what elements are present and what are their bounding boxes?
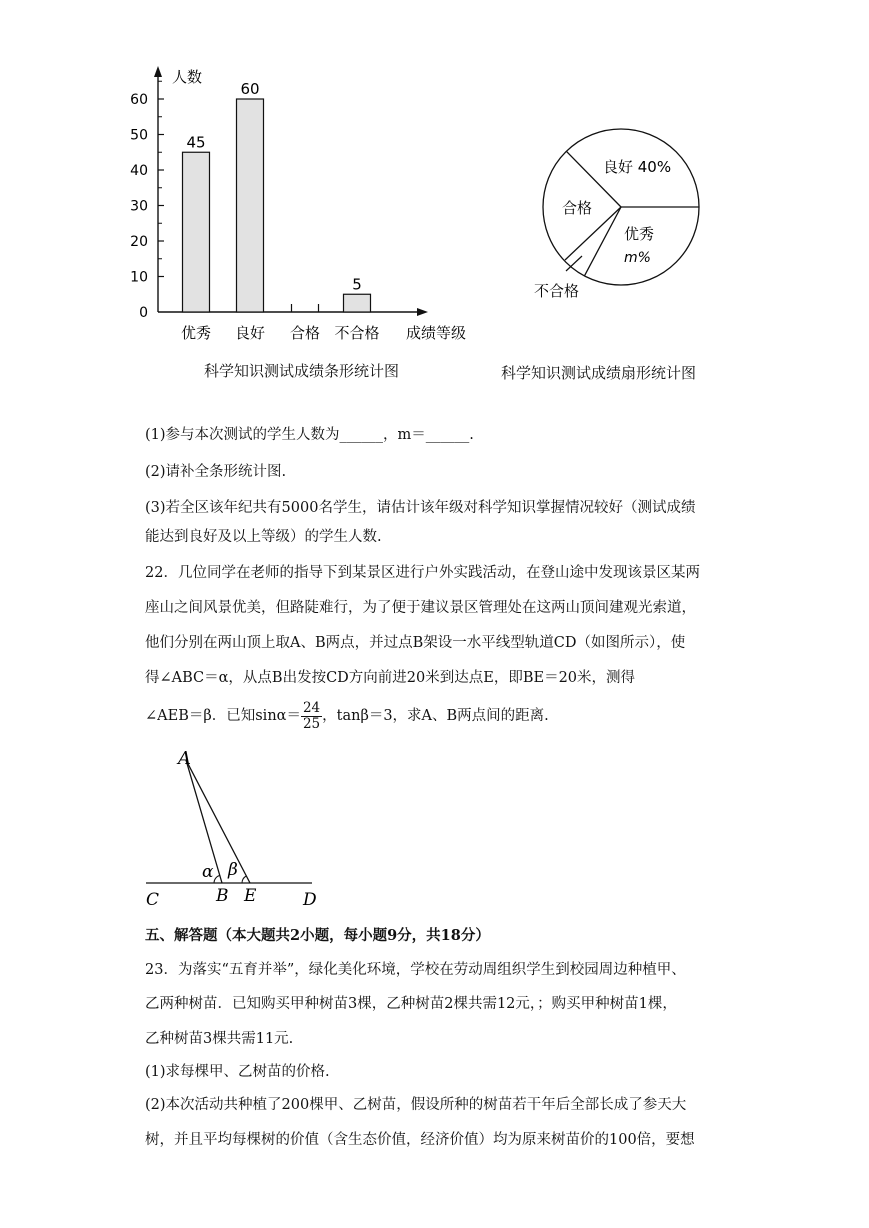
y-tick-label: 10 <box>130 269 148 286</box>
x-axis-label: 成绩等级 <box>406 324 467 342</box>
bar-chart-title: 科学知识测试成绩条形统计图 <box>204 362 400 380</box>
sin-alpha-fraction <box>301 701 322 732</box>
q22-line1: 22．几位同学在老师的指导下到某景区进行户外实践活动，在登山途中发现该景区某两 <box>145 565 700 581</box>
x-axis-arrow <box>417 308 428 316</box>
q23-part1: (1)求每棵甲、乙树苗的价格. <box>145 1064 330 1080</box>
angle-beta-label: β <box>228 860 238 880</box>
pie-label-youxiu: 优秀 <box>624 225 655 243</box>
q23-part2-line1: (2)本次活动共种植了200棵甲、乙树苗，假设所种的树苗若干年后全部长成了参天大 <box>145 1097 687 1113</box>
q22-line5 <box>145 700 745 732</box>
y-tick-label: 20 <box>130 234 148 250</box>
q23-line2: 乙两种树苗．已知购买甲种树苗3棵，乙种树苗2棵共需12元，；购买甲种树苗1棵， <box>145 996 677 1012</box>
y-tick-label: 50 <box>130 127 148 144</box>
pie-label-buhege: 不合格 <box>534 282 580 300</box>
pie-label-hege: 合格 <box>562 199 593 217</box>
angle-alpha-label: α <box>202 862 214 882</box>
x-category-label: 优秀 <box>180 324 212 342</box>
y-tick-label: 30 <box>130 198 148 215</box>
q22-line3: 他们分别在两山顶上取A、B两点，并过点B架设一水平线型轨道CD（如图所示），使 <box>145 635 686 651</box>
pie-slice-edge <box>585 207 622 276</box>
bar-value-label: 5 <box>352 275 362 294</box>
fraction-numerator: 24 <box>302 699 321 716</box>
point-a-label: A <box>178 748 191 769</box>
bar-1 <box>237 99 264 312</box>
pie-chart <box>520 110 740 310</box>
geometry-figure <box>140 745 330 910</box>
bar-value-label: 45 <box>186 133 206 152</box>
pie-chart-title: 科学知识测试成绩扇形统计图 <box>501 364 697 382</box>
y-tick-label: 0 <box>139 305 148 321</box>
point-b-label: B <box>216 886 229 906</box>
y-axis-label: 人数 <box>172 68 203 86</box>
q21-part3-line1: (3)若全区该年纪共有5000名学生，请估计该年级对科学知识掌握情况较好（测试成绩 <box>145 500 696 516</box>
section5-heading: 五、解答题（本大题共2小题，每小题9分，共18分） <box>145 927 490 944</box>
q21-part1: (1)参与本次测试的学生人数为______，m＝______. <box>145 427 474 443</box>
bar-value-label: 60 <box>240 80 260 98</box>
segment-ae <box>186 760 250 883</box>
q23-part2-line2: 树，并且平均每棵树的价值（含生态价值，经济价值）均为原来树苗价的100倍，要想 <box>145 1132 695 1148</box>
x-category-label: 不合格 <box>334 324 380 342</box>
bar-chart <box>130 60 490 350</box>
y-tick-label: 60 <box>130 92 148 108</box>
angle-beta-arc <box>242 876 246 883</box>
x-category-label: 良好 <box>234 324 266 342</box>
point-d-label: D <box>303 890 317 910</box>
q22-line5-end: ，tanβ＝3，求A、B两点间的距离. <box>322 708 549 724</box>
bar-0 <box>183 152 210 312</box>
q21-part2: (2)请补全条形统计图. <box>145 464 287 480</box>
y-tick-label: 40 <box>130 163 148 179</box>
pie-label-m-percent: m% <box>624 250 651 266</box>
point-c-label: C <box>146 890 160 910</box>
q22-line5-start: ∠AEB＝β．已知sinα＝ <box>145 708 301 724</box>
x-category-label: 合格 <box>289 324 321 342</box>
q23-line1: 23．为落实“五育并举”，绿化美化环境，学校在劳动周组织学生到校园周边种植甲、 <box>145 962 686 978</box>
y-axis-arrow <box>154 66 162 77</box>
q22-line2: 座山之间风景优美，但路陡难行，为了便于建议景区管理处在这两山顶间建观光索道， <box>145 600 696 616</box>
q21-part3-line2: 能达到良好及以上等级）的学生人数. <box>145 529 382 545</box>
angle-alpha-arc <box>214 875 220 883</box>
bar-3 <box>344 294 371 312</box>
fraction-denominator: 25 <box>302 715 321 732</box>
q22-line4: 得∠ABC＝α，从点B出发按CD方向前进20米到达点E，即BE＝20米，测得 <box>145 670 636 686</box>
q23-line3: 乙种树苗3棵共需11元. <box>145 1031 294 1047</box>
pie-label-lianghao: 良好 40% <box>603 158 672 176</box>
point-e-label: E <box>244 886 257 906</box>
